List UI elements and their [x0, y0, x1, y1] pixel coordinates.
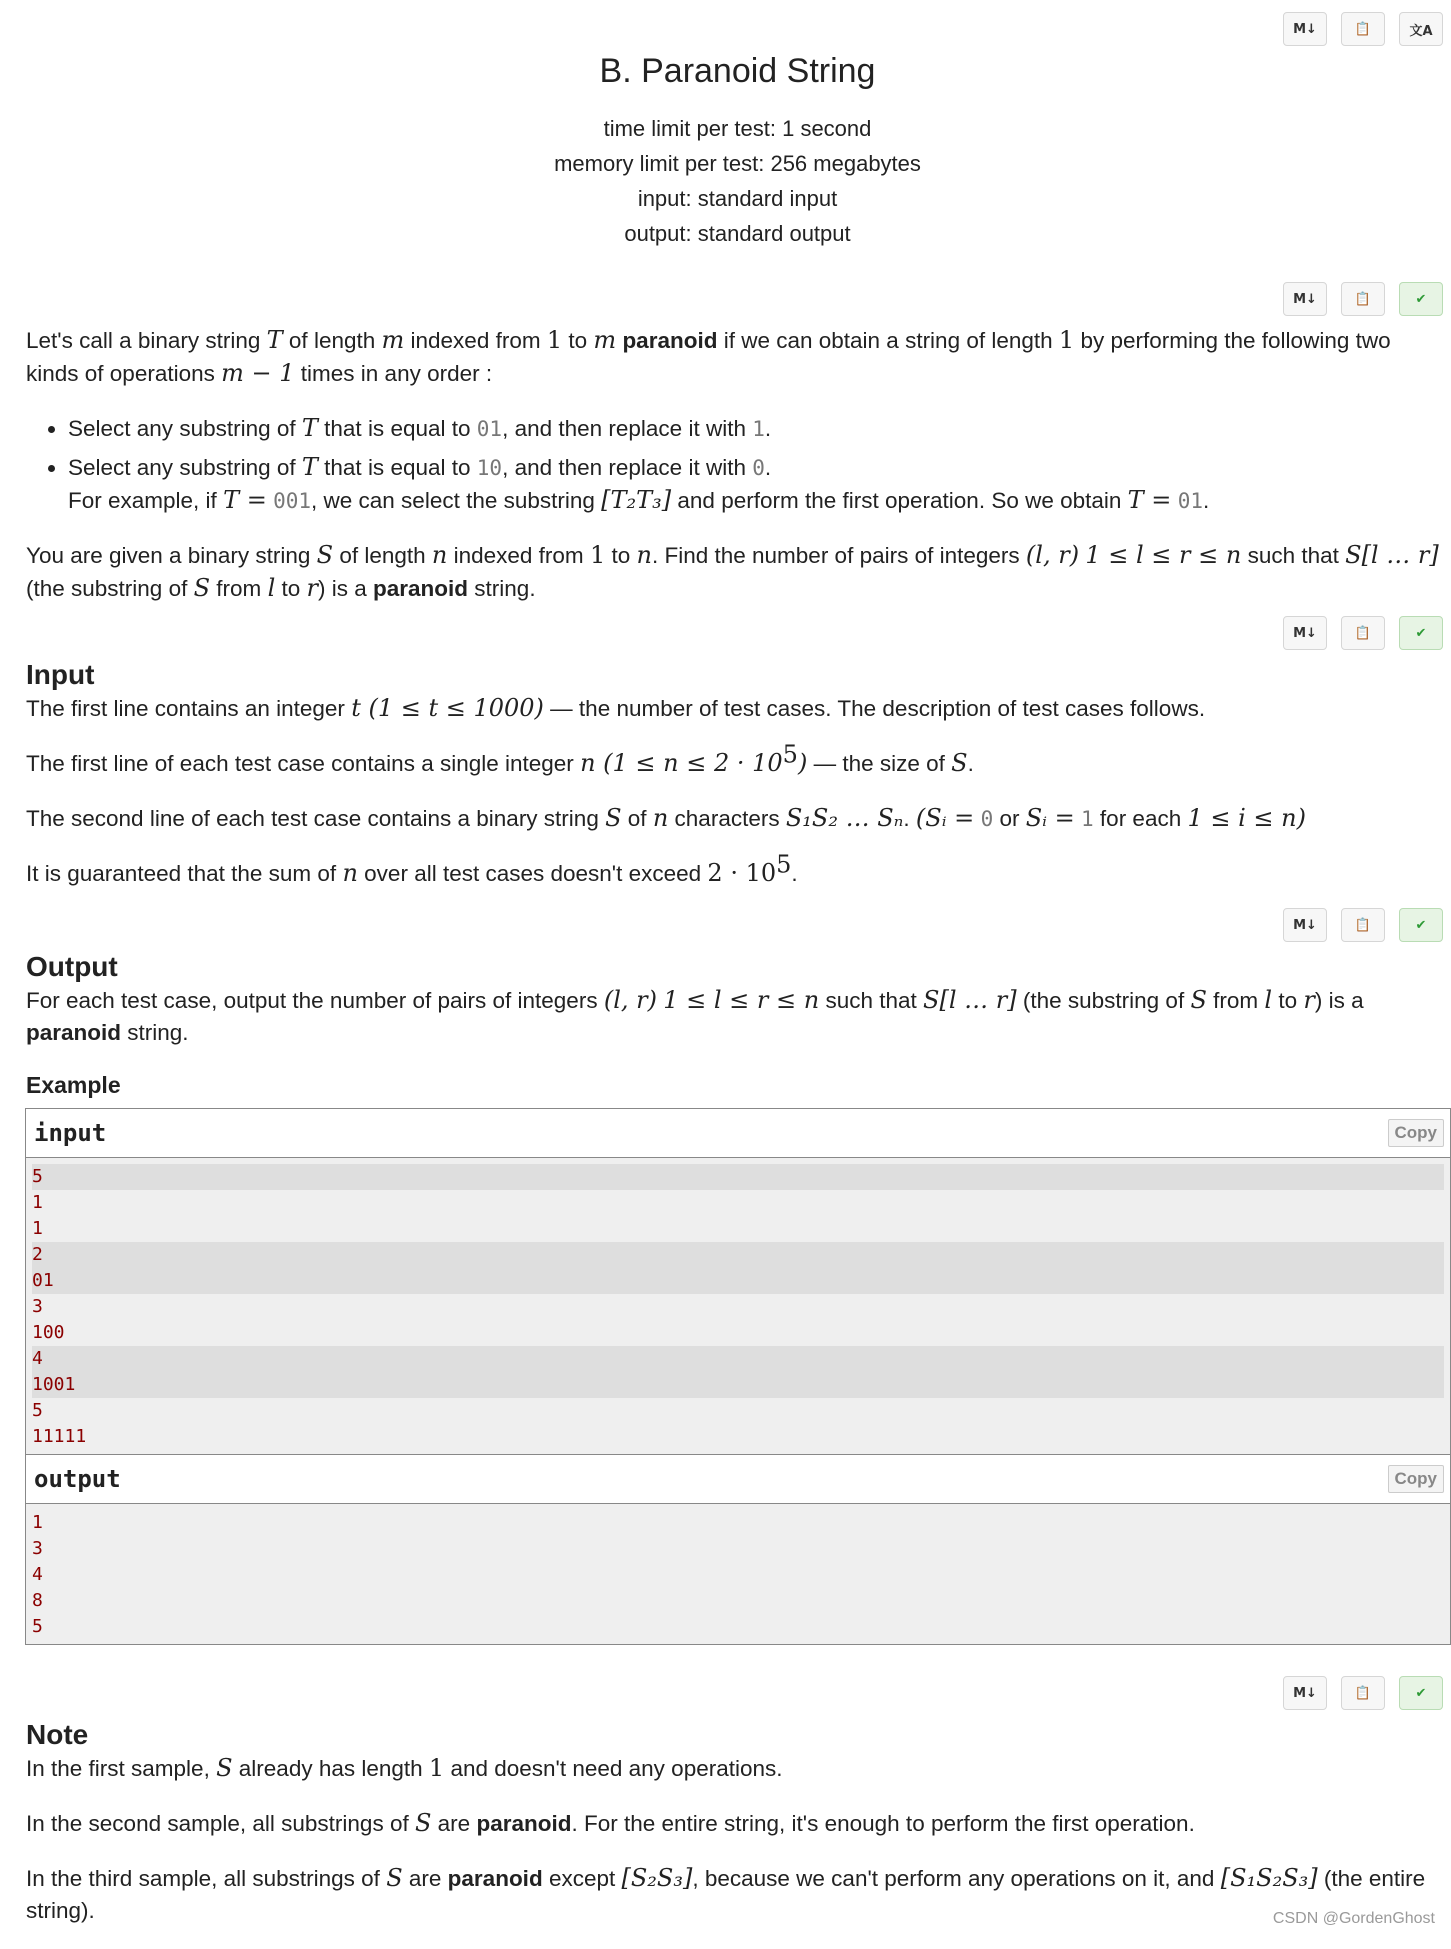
example-title: Example — [26, 1072, 121, 1098]
clipboard-icon: 📋 — [1354, 625, 1372, 641]
example-output — [25, 1454, 1451, 1645]
input-paragraph: It is guaranteed that the sum of n over all test cases doesn't exceed $2 \cdot 10^5$. — [26, 850, 798, 887]
example-line: 5 — [32, 1164, 1444, 1190]
example-line: 4 — [32, 1564, 43, 1585]
list-item: • Select any substring of T that is equal to 01, and then replace it with 1. — [68, 412, 1446, 445]
check-icon: ✔ — [1415, 625, 1427, 641]
copy-statement-button[interactable] — [1341, 12, 1385, 46]
copy-button[interactable] — [1341, 616, 1385, 650]
markdown-icon: M↓ — [1293, 625, 1317, 641]
input-type: input: standard input — [637, 186, 838, 211]
markdown-button[interactable] — [1283, 908, 1327, 942]
markdown-button[interactable] — [1283, 616, 1327, 650]
list-item: • Select any substring of T that is equal to 10, and then replace it with 0. For example, if T = 001, we can select the substring [T₂T₃] and perform the first operation. So we obtain T = 01. — [68, 451, 1446, 517]
translate-icon: 文A — [1409, 23, 1433, 39]
example-output-header — [26, 1455, 1450, 1504]
copy-button[interactable] — [1341, 282, 1385, 316]
input-section — [26, 658, 1446, 912]
example-output-label: output — [34, 1465, 121, 1493]
problem-title: B. Paranoid String — [599, 52, 876, 90]
input-paragraph: The first line contains an integer t (1 ≤ t ≤ 1000) — the number of test cases. The description of test cases follows. — [26, 694, 1206, 722]
clipboard-icon: 📋 — [1354, 1685, 1372, 1701]
output-section — [26, 950, 1446, 1101]
example-line: 5 — [32, 1616, 43, 1637]
copy-button[interactable] — [1341, 1676, 1385, 1710]
check-icon: ✔ — [1415, 1685, 1427, 1701]
markdown-button[interactable] — [1283, 282, 1327, 316]
output-type: output: standard output — [624, 221, 851, 246]
input-toolbar — [1283, 616, 1443, 650]
markdown-button[interactable] — [1283, 1676, 1327, 1710]
example-output-body — [26, 1504, 1450, 1644]
markdown-icon: M↓ — [1293, 1685, 1317, 1701]
memory-limit: memory limit per test: 256 megabytes — [554, 151, 921, 176]
note-section — [26, 1718, 1446, 1949]
example-line: 01 — [32, 1268, 1444, 1294]
translated-button[interactable] — [1399, 908, 1443, 942]
statement-paragraph: Let's call a binary string T of length m indexed from 1 to m paranoid if we can obtain a string of length 1 by performing the following two kinds of operations m − 1 times in any order : — [26, 326, 1391, 387]
example-input-header — [26, 1109, 1450, 1158]
translated-button[interactable] — [1399, 1676, 1443, 1710]
time-limit: time limit per test: 1 second — [603, 116, 872, 141]
example-line: 5 — [32, 1400, 43, 1421]
example-line: 11111 — [32, 1426, 87, 1447]
example-line: 1 — [32, 1218, 43, 1239]
example-input — [25, 1108, 1451, 1455]
copy-button[interactable] — [1341, 908, 1385, 942]
example-line: 3 — [32, 1296, 43, 1317]
check-icon: ✔ — [1415, 917, 1427, 933]
translated-button[interactable] — [1399, 616, 1443, 650]
example-line: 3 — [32, 1538, 43, 1559]
output-title: Output — [26, 951, 118, 982]
note-toolbar — [1283, 1676, 1443, 1710]
input-paragraph: The first line of each test case contains a single integer n $(1 \le n \le 2 \cdot 10^5)$ — the size of S. — [26, 740, 974, 777]
example-line: 8 — [32, 1590, 43, 1611]
translated-button[interactable] — [1399, 282, 1443, 316]
copy-input-button[interactable]: Copy — [1388, 1119, 1445, 1147]
statement — [26, 324, 1446, 627]
clipboard-icon: 📋 — [1354, 291, 1372, 307]
operation-list — [26, 412, 1446, 517]
note-paragraph: In the second sample, all substrings of S are paranoid. For the entire string, it's enough to perform the first operation. — [26, 1809, 1195, 1837]
output-toolbar — [1283, 908, 1443, 942]
markdown-icon: M↓ — [1293, 21, 1317, 37]
note-paragraph: In the first sample, S already has length 1 and doesn't need any operations. — [26, 1754, 783, 1782]
clipboard-icon: 📋 — [1354, 21, 1372, 37]
example-line: 2 — [32, 1242, 1444, 1268]
example-input-label: input — [34, 1119, 107, 1147]
statement-toolbar — [1283, 282, 1443, 316]
markdown-icon: M↓ — [1293, 917, 1317, 933]
markdown-button[interactable] — [1283, 12, 1327, 46]
watermark: CSDN @GordenGhost — [1272, 1910, 1435, 1927]
example-line: 4 — [32, 1346, 1444, 1372]
input-paragraph: The second line of each test case contains a binary string S of n characters S₁S₂ … Sₙ. (Sᵢ = 0 or Sᵢ = 1 for each 1 ≤ i ≤ n) — [26, 804, 1306, 832]
example-input-body — [26, 1158, 1450, 1454]
header-toolbar — [1283, 12, 1443, 46]
translate-button[interactable] — [1399, 12, 1443, 46]
clipboard-icon: 📋 — [1354, 917, 1372, 933]
example-line: 1 — [32, 1512, 43, 1533]
statement-paragraph: You are given a binary string S of length n indexed from 1 to n. Find the number of pairs of integers (l, r) 1 ≤ l ≤ r ≤ n such that S[l … r] (the substring of S from l to r) is a paranoid string. — [26, 541, 1439, 602]
example-line: 100 — [32, 1322, 65, 1343]
note-paragraph: In the third sample, all substrings of S are paranoid except [S₂S₃], because we can't perform any operations on it, and [S₁S₂S₃] (the entire string). — [26, 1864, 1426, 1923]
input-title: Input — [26, 659, 95, 690]
example-line: 1001 — [32, 1372, 1444, 1398]
markdown-icon: M↓ — [1293, 291, 1317, 307]
example-line: 1 — [32, 1192, 43, 1213]
problem-header — [0, 52, 1451, 251]
output-paragraph: For each test case, output the number of pairs of integers (l, r) 1 ≤ l ≤ r ≤ n such that S[l … r] (the substring of S from l to r) is a paranoid string. — [26, 986, 1364, 1045]
check-icon: ✔ — [1415, 291, 1427, 307]
copy-output-button[interactable]: Copy — [1388, 1465, 1445, 1493]
note-title: Note — [26, 1719, 89, 1750]
